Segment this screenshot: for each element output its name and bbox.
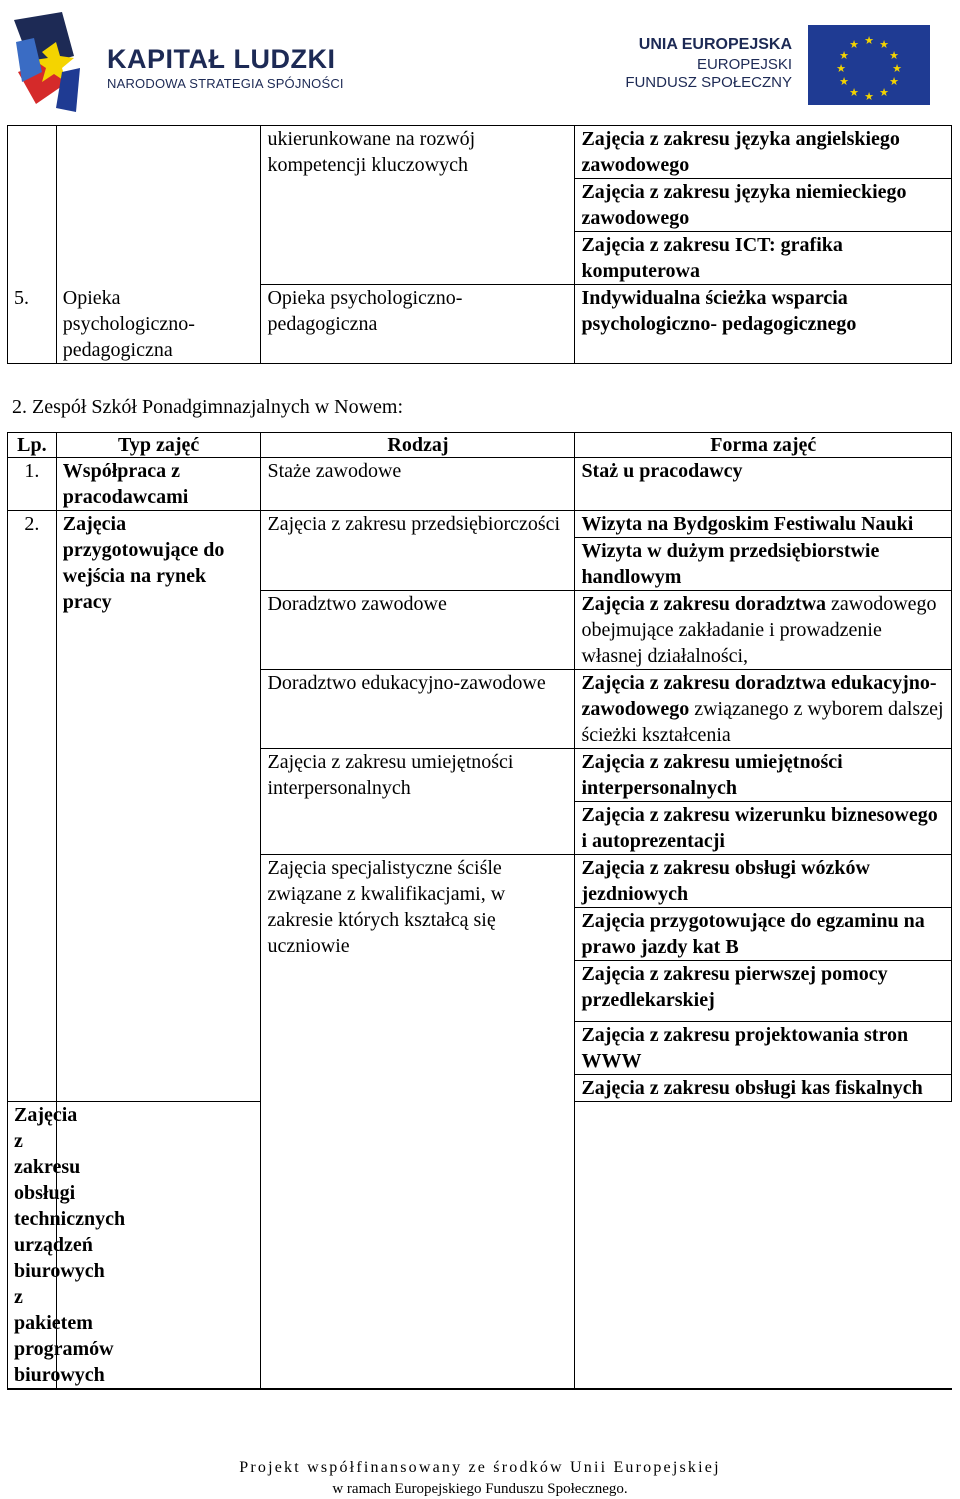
main-table bbox=[7, 432, 952, 1390]
forma-normal: zawodowego obejmujące zakładanie i prowadzenie własnej działalności, bbox=[581, 593, 937, 667]
rodzaj-text: ukierunkowane na rozwój kompetencji kluczowych bbox=[267, 128, 476, 176]
header-typ: Typ zajęć bbox=[56, 433, 261, 458]
forma-cell: Staż u pracodawcy bbox=[575, 458, 952, 511]
kapital-ludzki-title: KAPITAŁ LUDZKI bbox=[107, 44, 336, 74]
svg-text:★: ★ bbox=[849, 86, 859, 99]
svg-text:★: ★ bbox=[892, 62, 902, 75]
forma-cell bbox=[575, 591, 952, 670]
lp-cell bbox=[8, 285, 57, 364]
kapital-ludzki-subtitle: NARODOWA STRATEGIA SPÓJNOŚCI bbox=[107, 76, 344, 91]
footer-line-1: Projekt współfinansowany ze środków Unii Europejskiej bbox=[239, 1459, 721, 1476]
lp-cell: 2. bbox=[8, 511, 57, 1102]
forma-text: Indywidualna ścieżka wsparcia psychologiczno- pedagogicznego bbox=[581, 287, 857, 335]
rodzaj-text: Opieka psychologiczno-pedagogiczna bbox=[267, 287, 463, 335]
svg-text:★: ★ bbox=[839, 75, 849, 88]
typ-cell: Współpraca z pracodawcami bbox=[56, 458, 261, 511]
typ-cell: Zajęcia przygotowujące do wejścia na rynek pracy bbox=[56, 511, 261, 1102]
svg-text:★: ★ bbox=[836, 62, 846, 75]
typ-cell bbox=[56, 285, 261, 364]
lp-text: 5. bbox=[14, 286, 29, 309]
svg-text:★: ★ bbox=[879, 38, 889, 51]
lp-cell: 1. bbox=[8, 458, 57, 511]
svg-text:★: ★ bbox=[864, 90, 874, 103]
rodzaj-cell bbox=[261, 126, 575, 285]
typ-text: Opieka psychologiczno-pedagogiczna bbox=[62, 286, 195, 361]
table-row bbox=[8, 285, 952, 364]
rodzaj-cell: Staże zawodowe bbox=[261, 458, 575, 511]
forma-item: Zajęcia z zakresu języka angielskiego zawodowego bbox=[575, 126, 951, 179]
table-row bbox=[8, 511, 952, 538]
header-forma: Forma zajęć bbox=[575, 433, 952, 458]
rodzaj-cell: Zajęcia z zakresu umiejętności interpersonalnych bbox=[261, 749, 575, 855]
footer-line-2: w ramach Europejskiego Funduszu Społecznego. bbox=[332, 1481, 628, 1497]
svg-text:★: ★ bbox=[864, 34, 874, 47]
forma-cell: Zajęcia z zakresu obsługi kas fiskalnych bbox=[575, 1075, 952, 1102]
table-row bbox=[8, 458, 952, 511]
forma-cell bbox=[575, 285, 952, 364]
lp-cell bbox=[8, 126, 57, 285]
rodzaj-cell: Zajęcia specjalistyczne ściśle związane z kwalifikacjami, w zakresie których kształcą się uczniowie bbox=[261, 855, 575, 1389]
rodzaj-cell bbox=[261, 285, 575, 364]
forma-item: Zajęcia z zakresu ICT: grafika komputerowa bbox=[581, 234, 843, 282]
rodzaj-cell: Doradztwo edukacyjno-zawodowe bbox=[261, 670, 575, 749]
svg-text:★: ★ bbox=[839, 49, 849, 62]
section-title: 2. Zespół Szkół Ponadgimnazjalnych w Nowem: bbox=[12, 396, 404, 418]
page-break-line bbox=[7, 1389, 952, 1390]
page-header bbox=[0, 0, 960, 122]
header-row bbox=[8, 433, 952, 458]
header-lp: Lp. bbox=[8, 433, 57, 458]
svg-text:★: ★ bbox=[889, 75, 899, 88]
forma-cell: Zajęcia z zakresu obsługi technicznych urządzeń biurowych z pakietem programów biurowych bbox=[8, 1102, 57, 1389]
eu-text-block bbox=[625, 36, 792, 91]
svg-text:★: ★ bbox=[879, 86, 889, 99]
forma-cell: Zajęcia z zakresu obsługi wózków jezdniowych bbox=[575, 855, 952, 908]
table-row bbox=[8, 126, 952, 285]
header-rodzaj: Rodzaj bbox=[261, 433, 575, 458]
forma-cell bbox=[575, 670, 952, 749]
forma-bold: Zajęcia z zakresu doradztwa bbox=[581, 593, 827, 615]
typ-cell bbox=[56, 126, 261, 285]
forma-cell: Zajęcia z zakresu wizerunku biznesowego i autoprezentacji bbox=[575, 802, 952, 855]
main-table-clip bbox=[0, 432, 960, 1390]
forma-item: Zajęcia z zakresu języka niemieckiego zawodowego bbox=[575, 179, 951, 232]
forma-cell: Zajęcia przygotowujące do egzaminu na prawo jazdy kat B bbox=[575, 908, 952, 961]
forma-cell: Wizyta w dużym przedsiębiorstwie handlowym bbox=[575, 538, 952, 591]
forma-normal: związanego z wyborem dalszej ścieżki kształcenia bbox=[581, 698, 944, 746]
eu-line-2: EUROPEJSKI bbox=[696, 56, 792, 73]
forma-cell: Zajęcia z zakresu umiejętności interpersonalnych bbox=[575, 749, 952, 802]
top-table bbox=[7, 125, 952, 364]
forma-cell: Zajęcia z zakresu pierwszej pomocy przedlekarskiej bbox=[575, 961, 952, 1022]
eu-line-3: FUNDUSZ SPOŁECZNY bbox=[625, 74, 792, 91]
forma-cell: Wizyta na Bydgoskim Festiwalu Nauki bbox=[575, 511, 952, 538]
forma-cell: Zajęcia z zakresu projektowania stron WWW bbox=[575, 1022, 952, 1075]
rodzaj-cell: Zajęcia z zakresu przedsiębiorczości bbox=[261, 511, 575, 591]
forma-cell bbox=[575, 126, 952, 285]
eu-line-1: UNIA EUROPEJSKA bbox=[638, 36, 792, 53]
eu-flag-icon bbox=[808, 25, 930, 105]
svg-text:★: ★ bbox=[889, 49, 899, 62]
svg-text:★: ★ bbox=[849, 38, 859, 51]
kapital-ludzki-logo-icon bbox=[12, 12, 82, 116]
rodzaj-cell: Doradztwo zawodowe bbox=[261, 591, 575, 670]
forma-bold: Zajęcia z zakresu doradztwa edukacyjno- zawodowego bbox=[581, 672, 937, 720]
